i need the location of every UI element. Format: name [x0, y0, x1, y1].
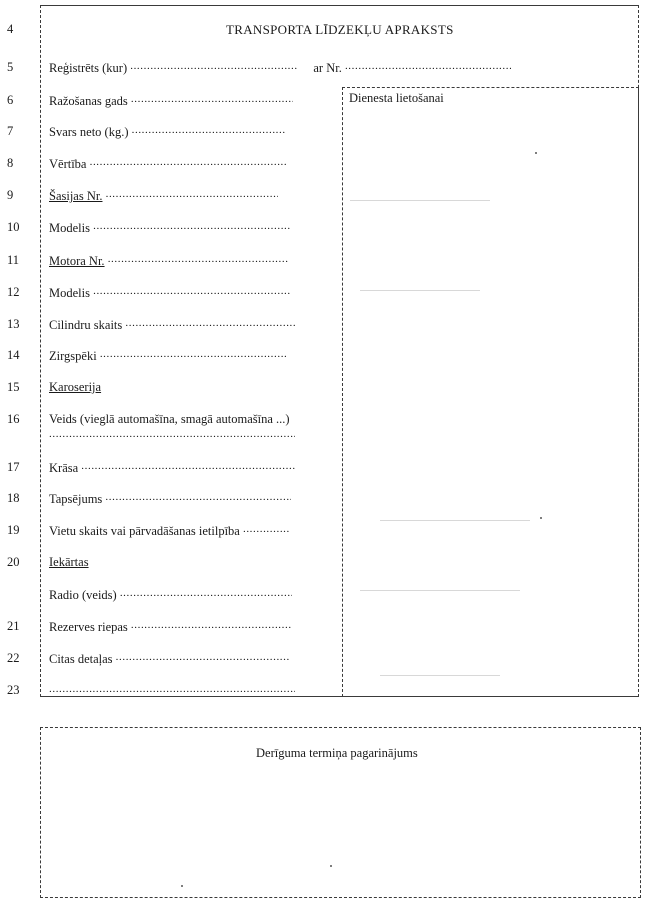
line-number: 16 [7, 412, 20, 426]
fill-line[interactable] [131, 93, 293, 105]
line-number: 18 [7, 491, 20, 505]
scan-speck [181, 885, 183, 887]
field-label: Šasijas Nr. [49, 189, 103, 203]
scan-artifact [380, 520, 530, 521]
line-number: 12 [7, 285, 20, 299]
field-chassis-no[interactable] [49, 188, 278, 204]
scan-speck [330, 865, 332, 867]
fill-line[interactable] [93, 220, 291, 232]
field-label: Krāsa [49, 461, 79, 475]
line-number: 14 [7, 348, 20, 362]
fill-line[interactable] [345, 60, 511, 72]
field-label: Modelis [49, 286, 90, 300]
fill-line[interactable] [243, 523, 289, 535]
scan-artifact [360, 590, 520, 591]
field-label: Veids (vieglā automašīna, smagā automašīna ...) [49, 412, 290, 426]
field-registered[interactable] [49, 60, 511, 76]
field-radio[interactable] [49, 587, 292, 603]
line-number: 23 [7, 683, 20, 697]
form-title: TRANSPORTA LĪDZEKĻU APRAKSTS [226, 22, 454, 37]
fill-line[interactable] [106, 188, 278, 200]
section-label: Karoserija [49, 380, 102, 394]
line-number: 5 [7, 60, 14, 74]
line-number: 20 [7, 555, 20, 569]
fill-line[interactable] [81, 460, 295, 472]
line-number: 6 [7, 93, 14, 107]
field-label: Modelis [49, 221, 90, 235]
line-number: 9 [7, 188, 14, 202]
section-label: Iekārtas [49, 555, 89, 569]
fill-line[interactable] [93, 285, 291, 297]
field-label: Citas detaļas [49, 652, 113, 666]
field-value[interactable] [49, 156, 288, 172]
line-number: 8 [7, 156, 14, 170]
field-label: Rezerves riepas [49, 620, 128, 634]
field-label: Motora Nr. [49, 254, 105, 268]
fill-line[interactable] [120, 587, 292, 599]
field-upholstery[interactable] [49, 491, 291, 507]
field-engine-model[interactable] [49, 285, 291, 301]
field-other-parts[interactable] [49, 651, 290, 667]
field-chassis-model[interactable] [49, 220, 291, 236]
field-label: Vietu skaits vai pārvadāšanas ietilpība [49, 524, 240, 538]
scan-speck [540, 517, 542, 519]
field-label: Svars neto (kg.) [49, 125, 129, 139]
fill-line[interactable] [100, 348, 288, 360]
fill-line[interactable] [108, 253, 288, 265]
scan-artifact [380, 675, 500, 676]
fill-line[interactable] [105, 491, 291, 503]
scan-artifact [360, 290, 480, 291]
validity-extension-title: Derīguma termiņa pagarinājums [256, 746, 418, 760]
fill-line[interactable] [130, 60, 298, 72]
fill-line[interactable] [49, 428, 295, 440]
field-net-weight[interactable] [49, 124, 286, 140]
field-spare-tires[interactable] [49, 619, 291, 635]
scan-artifact [350, 200, 490, 201]
fill-line[interactable] [131, 619, 291, 631]
line-number: 21 [7, 619, 20, 633]
field-type [49, 412, 290, 427]
section-heading-body [49, 380, 101, 395]
line-number: 17 [7, 460, 20, 474]
official-use-title: Dienesta lietošanai [349, 91, 444, 105]
official-use-box [342, 87, 639, 697]
fill-line[interactable] [116, 651, 290, 663]
fill-line[interactable] [90, 156, 288, 168]
field-label: Vērtība [49, 157, 87, 171]
line-number: 15 [7, 380, 20, 394]
field-label: Zirgspēki [49, 349, 97, 363]
field-blank-line[interactable] [49, 683, 295, 699]
field-label: Ražošanas gads [49, 94, 128, 108]
field-horsepower[interactable] [49, 348, 288, 364]
field-type-line[interactable] [49, 428, 295, 444]
field-seats-capacity[interactable] [49, 523, 289, 539]
scan-speck [535, 152, 537, 154]
field-label: Tapsējums [49, 492, 103, 506]
section-heading-equipment [49, 555, 89, 570]
fill-line[interactable] [125, 317, 295, 329]
line-number: 4 [7, 22, 14, 36]
field-label: Radio (veids) [49, 588, 117, 602]
fill-line[interactable] [49, 683, 295, 695]
line-number: 19 [7, 523, 20, 537]
field-cylinders[interactable] [49, 317, 295, 333]
field-label: Reģistrēts (kur) [49, 61, 128, 75]
line-number: 13 [7, 317, 20, 331]
line-number: 11 [7, 253, 20, 267]
field-engine-no[interactable] [49, 253, 288, 269]
fill-line[interactable] [132, 124, 286, 136]
field-label: ar Nr. [313, 61, 342, 75]
field-color[interactable] [49, 460, 295, 476]
field-manufacture-year[interactable] [49, 93, 293, 109]
line-number: 7 [7, 124, 14, 138]
line-number: 22 [7, 651, 20, 665]
field-label: Cilindru skaits [49, 318, 123, 332]
line-number: 10 [7, 220, 20, 234]
